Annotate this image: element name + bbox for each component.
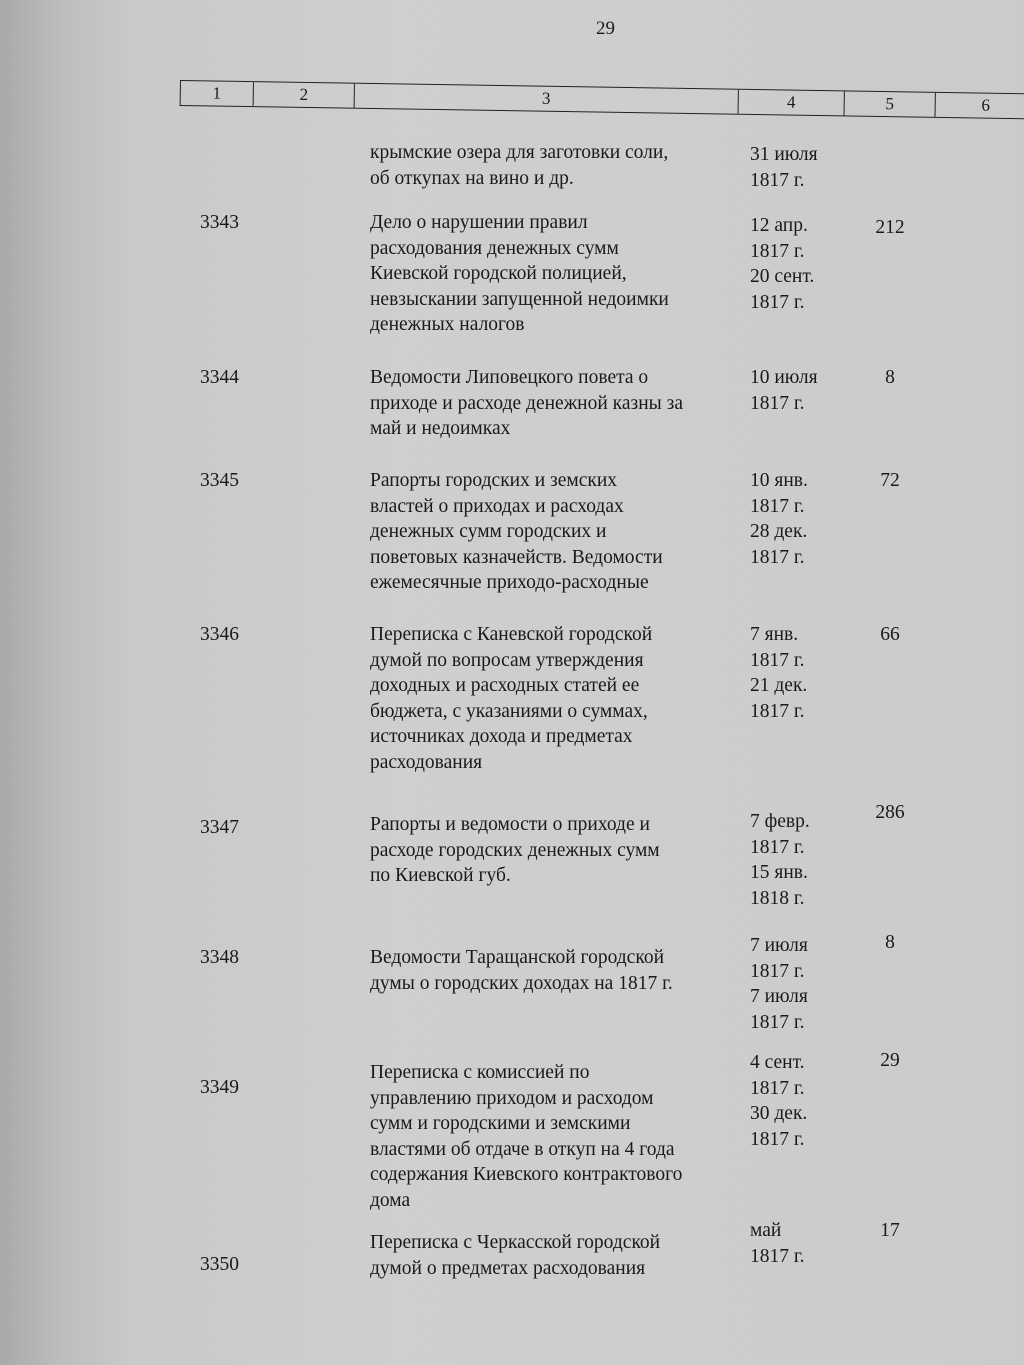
column-header: 1 [181, 81, 254, 106]
date-line: 1817 г. [750, 836, 805, 858]
date-line: 1817 г. [750, 169, 805, 191]
date-line: 1817 г. [750, 649, 805, 671]
entry-dates [750, 365, 840, 416]
date-line: 31 июля [750, 144, 818, 165]
date-line: 1817 г. [750, 495, 805, 517]
entry-description [370, 1060, 740, 1213]
description-line: об откупах на вино и др. [370, 167, 574, 189]
description-line: источниках дохода и предметах [370, 726, 633, 747]
description-line: поветовых казначейств. Ведомости [370, 546, 663, 568]
date-line: 7 янв. [750, 624, 799, 645]
description-line: сумм и городскими и земскими [370, 1113, 631, 1134]
date-line: 1817 г. [750, 1245, 805, 1267]
date-line: 1817 г. [750, 960, 805, 982]
entry-sheet-count: 29 [880, 1050, 900, 1071]
description-line: Рапорты городских и земских [370, 470, 618, 491]
entry-sheet-count: 66 [880, 624, 900, 645]
entry-sheet-count: 212 [875, 217, 905, 238]
date-line: 10 янв. [750, 470, 808, 491]
page-number: 29 [596, 18, 615, 39]
date-line: 7 февр. [750, 811, 810, 832]
date-line: 30 дек. [750, 1103, 808, 1124]
entry-description [370, 365, 740, 442]
date-line: 10 июля [750, 367, 818, 388]
description-line: властями об отдаче в откуп на 4 года [370, 1138, 675, 1160]
date-line: 1817 г. [750, 291, 805, 313]
description-line: Дело о нарушении правил [370, 212, 588, 233]
entry-description [370, 812, 740, 889]
entry-number: 3347 [200, 817, 239, 838]
date-line: 1817 г. [750, 240, 805, 262]
entry-description [370, 1230, 740, 1281]
entry-dates [750, 809, 840, 911]
description-line: доходных и расходных статей ее [370, 675, 640, 696]
description-line: крымские озера для заготовки соли, [370, 142, 669, 163]
entry-dates [750, 142, 840, 193]
entry-sheet-count: 286 [875, 802, 905, 823]
column-header: 5 [845, 91, 936, 116]
description-line: дома [370, 1189, 411, 1211]
entry-number: 3344 [200, 367, 239, 388]
description-line: май и недоимках [370, 418, 511, 439]
entry-description [370, 210, 740, 338]
date-line: 7 июля [750, 935, 808, 956]
date-line: 1817 г. [750, 1128, 805, 1150]
description-line: бюджета, с указаниями о суммах, [370, 700, 648, 722]
description-line: думы о городских доходах на 1817 г. [370, 972, 673, 994]
date-line: 12 апр. [750, 215, 808, 236]
description-line: по Киевской губ. [370, 865, 511, 886]
entry-number: 3349 [200, 1077, 239, 1098]
description-line: Переписка с комиссией по [370, 1062, 590, 1083]
date-line: 1817 г. [750, 392, 805, 414]
entry-dates [750, 468, 840, 570]
date-line: 7 июля [750, 986, 808, 1007]
description-line: властей о приходах и расходах [370, 495, 624, 517]
date-line: 1818 г. [750, 887, 805, 909]
description-line: приходе и расходе денежной казны за [370, 392, 683, 414]
entry-number: 3348 [200, 947, 239, 968]
description-line: Ведомости Таращанской городской [370, 947, 665, 968]
date-line: 15 янв. [750, 862, 808, 883]
column-header: 4 [739, 90, 845, 116]
date-line: 20 сент. [750, 266, 815, 287]
description-line: расходования денежных сумм [370, 237, 619, 259]
description-line: Рапорты и ведомости о приходе и [370, 814, 650, 835]
entry-sheet-count: 17 [880, 1220, 900, 1241]
description-line: Переписка с Каневской городской [370, 624, 653, 645]
entry-dates [750, 933, 840, 1035]
column-header: 6 [981, 95, 991, 115]
entry-number: 3343 [200, 212, 239, 233]
date-line: 1817 г. [750, 546, 805, 568]
column-header-table [180, 80, 1024, 120]
column-header: 3 [355, 84, 739, 114]
description-line: Киевской городской полицией, [370, 263, 627, 284]
description-line: невзыскании запущенной недоимки [370, 288, 669, 310]
entry-sheet-count: 8 [885, 367, 895, 388]
description-line: думой по вопросам утверждения [370, 649, 644, 671]
date-line: май [750, 1220, 782, 1241]
date-line: 1817 г. [750, 1011, 805, 1033]
entry-description [370, 622, 740, 775]
entry-dates [750, 1218, 840, 1269]
entry-number: 3345 [200, 470, 239, 491]
date-line: 21 дек. [750, 675, 808, 696]
description-line: содержания Киевского контрактового [370, 1164, 683, 1185]
description-line: управлению приходом и расходом [370, 1087, 654, 1109]
description-line: денежных налогов [370, 314, 525, 335]
description-line: Переписка с Черкасской городской [370, 1232, 661, 1253]
entry-dates [750, 1050, 840, 1152]
date-line: 1817 г. [750, 1077, 805, 1099]
description-line: ежемесячные приходо-расходные [370, 572, 649, 593]
description-line: Ведомости Липовецкого повета о [370, 367, 649, 388]
column-header: 2 [254, 82, 355, 108]
date-line: 28 дек. [750, 521, 808, 542]
entry-dates [750, 622, 840, 724]
description-line: расходе городских денежных сумм [370, 839, 660, 861]
entry-description [370, 140, 740, 191]
description-line: денежных сумм городских и [370, 521, 607, 542]
entry-number: 3346 [200, 624, 239, 645]
entry-sheet-count: 72 [880, 470, 900, 491]
description-line: думой о предметах расходования [370, 1257, 646, 1279]
date-line: 1817 г. [750, 700, 805, 722]
description-line: расходования [370, 751, 483, 773]
entry-description [370, 945, 740, 996]
entry-dates [750, 213, 840, 315]
entry-description [370, 468, 740, 596]
entry-sheet-count: 8 [885, 932, 895, 953]
date-line: 4 сент. [750, 1052, 805, 1073]
entry-number: 3350 [200, 1254, 239, 1275]
